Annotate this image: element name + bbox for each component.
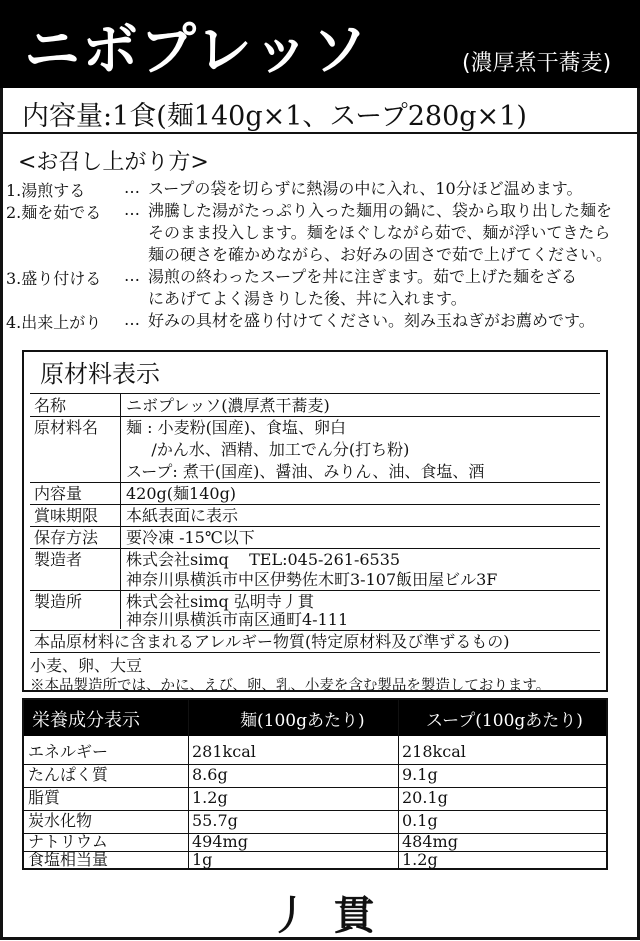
step-label: 3.盛り付ける	[6, 269, 102, 288]
nutrition-noodle-value: 55.7g	[192, 811, 238, 830]
table-line	[22, 787, 608, 788]
ingredient-value: 420g(麺140g)	[126, 484, 237, 503]
step-label: 4.出来上がり	[6, 313, 102, 332]
nutrition-label: 食塩相当量	[28, 850, 109, 869]
allergen-note: ※本品製造所では、かに、えび、卵、乳、小麦を含む製品を製造しております。	[30, 678, 551, 694]
table-line	[30, 482, 600, 483]
table-line	[22, 764, 608, 765]
table-line	[30, 416, 600, 417]
brand-mark: 丿貫	[270, 892, 398, 939]
step-dots: …	[124, 200, 140, 219]
nutrition-label: たんぱく質	[28, 765, 109, 784]
table-line	[30, 548, 600, 549]
allergen-items: 小麦、卵、大豆	[30, 656, 143, 675]
step-dots: …	[124, 310, 140, 329]
table-line	[30, 630, 600, 631]
ingredient-label: 製造者	[34, 550, 83, 569]
table-line	[30, 652, 600, 653]
table-line	[30, 590, 600, 591]
title-bar	[0, 0, 640, 88]
step-dots: …	[124, 178, 140, 197]
table-line	[22, 851, 608, 852]
step-text: スープの袋を切らずに熱湯の中に入れ、10分ほど温めます。	[148, 179, 583, 198]
nutrition-soup-value: 1.2g	[402, 850, 438, 869]
ingredient-value: 株式会社simq TEL:045-261-6535	[126, 550, 401, 569]
nutrition-soup-value: 20.1g	[402, 788, 448, 807]
nutrition-soup-value: 218kcal	[402, 742, 466, 761]
table-line	[398, 698, 399, 870]
nutrition-noodle-value: 1g	[192, 850, 213, 869]
ingredients-title: 原材料表示	[40, 360, 160, 388]
nutrition-col-soup: スープ(100gあたり)	[426, 711, 583, 731]
ingredient-value: 神奈川県横浜市中区伊勢佐木町3-107飯田屋ビル3F	[126, 570, 498, 589]
howto-title: <お召し上がり方>	[18, 150, 209, 175]
step-text: にあげてよく湯きりした後、丼に入れます。	[148, 289, 467, 308]
divider	[0, 132, 640, 134]
nutrition-noodle-value: 1.2g	[192, 788, 228, 807]
table-line	[30, 526, 600, 527]
ingredient-label: 名称	[34, 396, 67, 415]
ingredient-value: /かん水、酒精、加工でん分(打ち粉)	[126, 440, 410, 459]
nutrition-soup-value: 0.1g	[402, 811, 438, 830]
nutrition-soup-value: 484mg	[402, 832, 458, 851]
ingredient-value: 神奈川県横浜市南区通町4-111	[126, 610, 349, 629]
product-subtitle: (濃厚煮干蕎麦)	[462, 51, 612, 76]
nutrition-col-noodle: 麺(100gあたり)	[240, 711, 365, 731]
step-text: 湯煎の終わったスープを丼に注ぎます。茹で上げた麺をざる	[148, 267, 577, 286]
product-name: ニボプレッソ	[24, 18, 370, 83]
nutrition-label: エネルギー	[28, 742, 109, 761]
ingredient-label: 製造所	[34, 592, 83, 611]
nutrition-noodle-value: 281kcal	[192, 742, 256, 761]
nutrition-label: ナトリウム	[28, 832, 108, 851]
ingredient-value: ニボプレッソ(濃厚煮干蕎麦)	[126, 396, 330, 415]
step-label: 2.麺を茹でる	[6, 203, 102, 222]
table-line	[22, 833, 608, 834]
ingredient-label: 内容量	[34, 484, 83, 503]
step-label: 1.湯煎する	[6, 181, 86, 200]
allergen-heading: 本品原材料に含まれるアレルギー物質(特定原材料及び準ずるもの)	[34, 632, 510, 651]
step-text: 沸騰した湯がたっぷり入った麺用の鍋に、袋から取り出した麺を	[148, 201, 613, 220]
table-line	[30, 393, 600, 394]
contents-line: 内容量:1食(麺140g×1、スープ280g×1)	[22, 101, 527, 132]
ingredient-value: 株式会社simq 弘明寺丿貫	[126, 592, 314, 611]
nutrition-title: 栄養成分表示	[32, 710, 140, 731]
table-line	[188, 698, 189, 870]
table-line	[120, 393, 121, 629]
step-text: 麺の硬さを確かめながら、お好みの固さで茹で上げてください。	[148, 245, 613, 264]
step-text: 好みの具材を盛り付けてください。刻み玉ねぎがお薦めです。	[148, 311, 595, 330]
ingredient-label: 保存方法	[34, 528, 99, 547]
ingredient-value: スープ: 煮干(国産)、醤油、みりん、油、食塩、酒	[126, 462, 485, 481]
ingredient-value: 麺 : 小麦粉(国産)、食塩、卵白	[126, 418, 347, 437]
step-dots: …	[124, 266, 140, 285]
nutrition-label: 炭水化物	[28, 811, 93, 830]
nutrition-label: 脂質	[28, 788, 61, 807]
nutrition-noodle-value: 494mg	[192, 832, 248, 851]
ingredient-value: 本紙表面に表示	[126, 506, 239, 525]
ingredient-value: 要冷凍 -15℃以下	[126, 528, 255, 547]
ingredient-label: 賞味期限	[34, 506, 99, 525]
table-line	[22, 810, 608, 811]
table-line	[30, 504, 600, 505]
step-text: そのまま投入します。麺をほぐしながら茹で、麺が浮いてきたら	[148, 223, 611, 242]
nutrition-noodle-value: 8.6g	[192, 765, 228, 784]
nutrition-table	[22, 698, 608, 870]
ingredient-label: 原材料名	[34, 418, 99, 437]
nutrition-soup-value: 9.1g	[402, 765, 438, 784]
